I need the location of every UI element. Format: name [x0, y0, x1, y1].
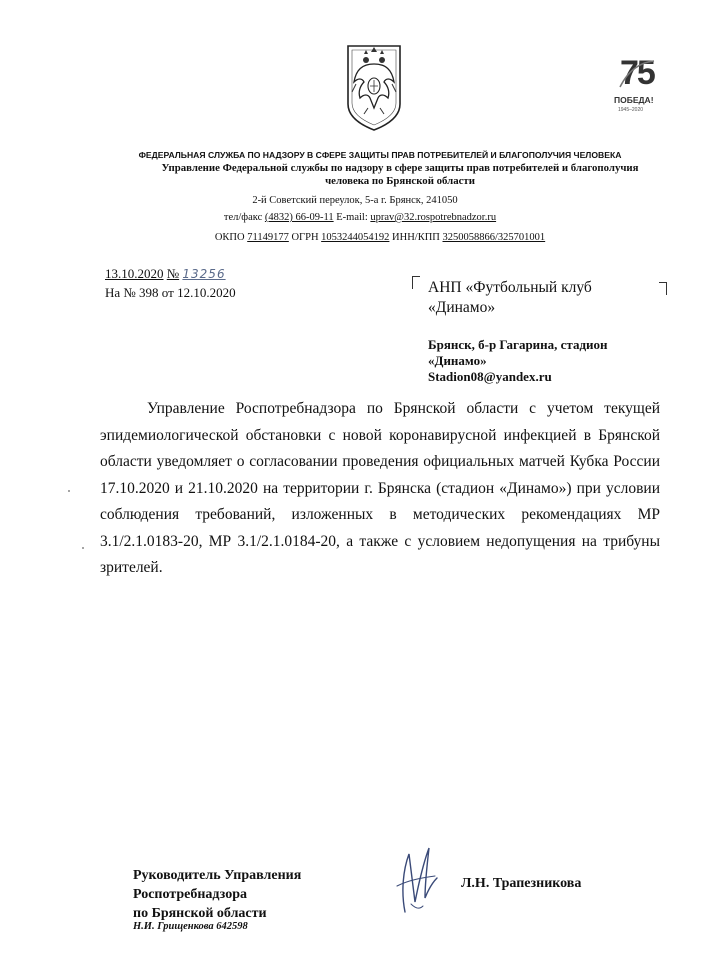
department-name-line1: Управление Федеральной службы по надзору в сфере защиты прав потребителей и благополучия	[161, 162, 639, 174]
signatory-title-line2: Роспотребнадзора	[133, 887, 247, 902]
phone-number: (4832) 66-09-11	[264, 212, 334, 223]
scan-speck	[68, 490, 70, 492]
addressee-address-line2: «Динамо»	[428, 353, 487, 368]
signatory-title	[133, 866, 393, 923]
addressee-address-line1: Брянск, б-р Гагарина, стадион	[428, 337, 608, 352]
okpo-label: ОКПО	[214, 232, 245, 243]
addressee-bracket-left	[412, 276, 420, 289]
registration-ids	[110, 232, 650, 243]
letter-body-paragraph: Управление Роспотребнадзора по Брянской области с учетом текущей эпидемиологической обстановки с новой коронавирусной инфекцией в Брянской области уведомляет о согласовании проведения официальных матчей Кубка России 17.10.2020 и 21.10.2020 на территории г. Брянска (стадион «Динамо») при условии соблюдения требований, изложенных в методических рекомендациях МР 3.1/2.1.0183-20, МР 3.1/2.1.0184-20, а также с условием недопущения на трибуны зрителей.	[100, 400, 660, 576]
signatory-title-line3: по Брянской области	[133, 906, 267, 921]
executor-info: Н.И. Грищенкова 642598	[133, 921, 248, 932]
scan-speck	[82, 547, 84, 549]
inn-kpp-value: 3250058866/325701001	[442, 232, 546, 243]
department-address: 2-й Советский переулок, 5-а г. Брянск, 241050	[252, 195, 458, 206]
email-label: E-mail:	[336, 212, 368, 223]
outgoing-number: 13256	[182, 267, 226, 281]
outgoing-reference	[105, 266, 295, 282]
victory-label: ПОБЕДА!	[614, 95, 654, 105]
victory-75-logo	[600, 55, 670, 125]
signatory-title-line1: Руководитель Управления	[133, 868, 302, 883]
contact-line	[120, 212, 600, 223]
victory-years: 1945–2020	[618, 107, 644, 113]
number-label: №	[166, 266, 180, 281]
addressee-email: Stadion08@yandex.ru	[428, 369, 552, 384]
addressee-address	[428, 337, 678, 385]
agency-name: ФЕДЕРАЛЬНАЯ СЛУЖБА ПО НАДЗОРУ В СФЕРЕ ЗАЩИТЫ ПРАВ ПОТРЕБИТЕЛЕЙ И БЛАГОПОЛУЧИЯ ЧЕЛОВЕКА	[138, 150, 622, 160]
outgoing-date: 13.10.2020	[105, 266, 164, 281]
agency-email: uprav@32.rospotrebnadzor.ru	[370, 212, 497, 223]
addressee-name-line1: АНП «Футбольный клуб	[428, 279, 592, 296]
ogrn-label: ОГРН	[291, 232, 319, 243]
handwritten-signature	[385, 842, 455, 920]
coat-of-arms-emblem	[342, 42, 406, 134]
signatory-name: Л.Н. Трапезникова	[461, 876, 582, 891]
ogrn-value: 1053244054192	[321, 232, 390, 243]
phone-label: тел/факс	[223, 212, 263, 223]
victory-75-number: 75	[620, 54, 654, 92]
inn-label: ИНН/КПП	[392, 232, 440, 243]
addressee-name-line2: «Динамо»	[428, 299, 496, 316]
addressee-name	[428, 278, 678, 318]
incoming-reference: На № 398 от 12.10.2020	[105, 285, 236, 300]
okpo-value: 71149177	[247, 232, 289, 243]
department-name-line2: человека по Брянской области	[325, 175, 475, 187]
